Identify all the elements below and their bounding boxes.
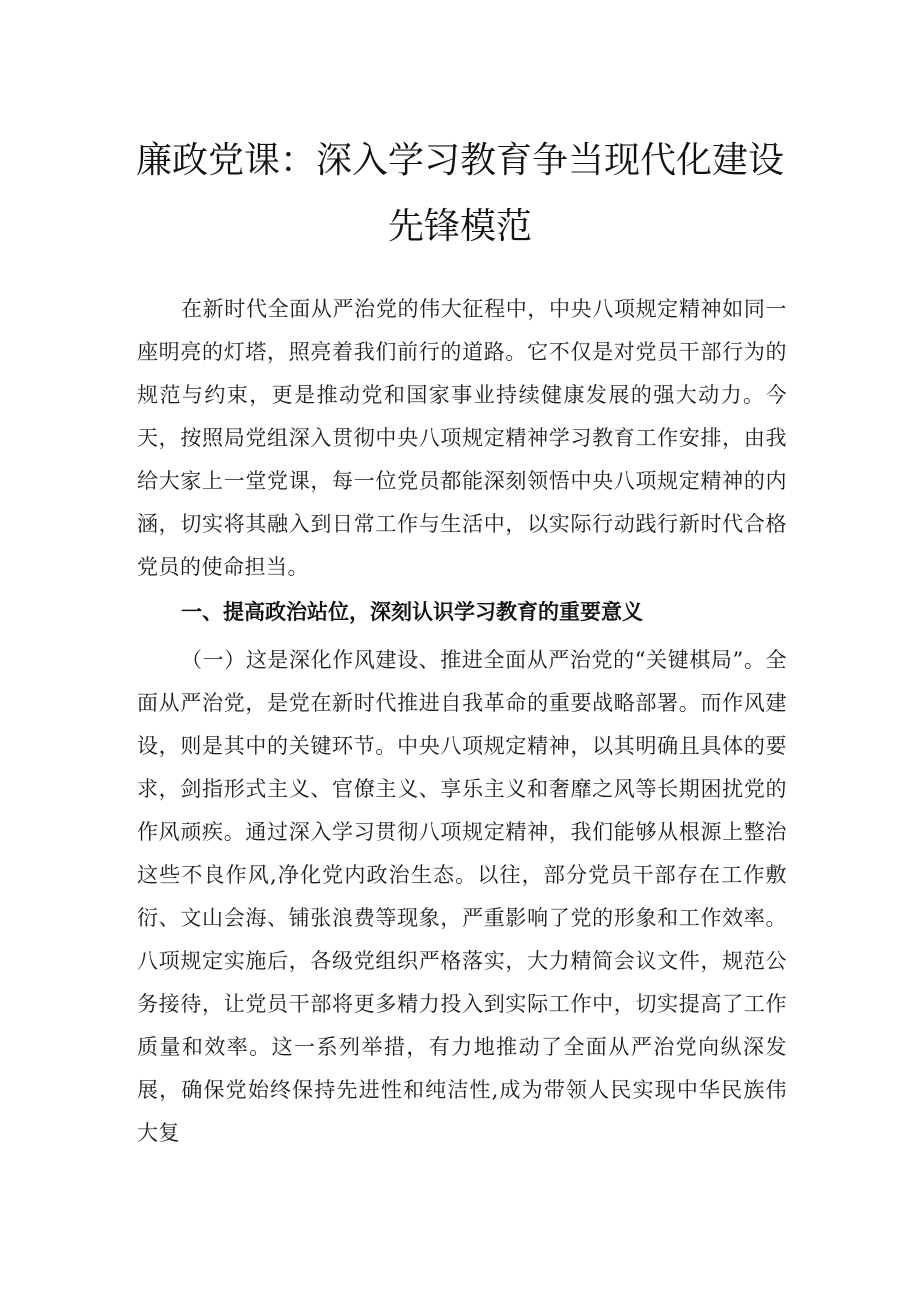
- section-heading-1: 一、提高政治站位，深刻认识学习教育的重要意义: [181, 600, 643, 624]
- document-title-line1: 廉政党课：深入学习教育争当现代化建设: [135, 140, 784, 181]
- document-title-line2: 先锋模范: [387, 206, 532, 247]
- section-1-paragraph-1: （一）这是深化作风建设、推进全面从严治党的“关键棋局”。全面从严治党，是党在新时代推进自我革命的重要战略部署。而作风建设，则是其中的关键环节。中央八项规定精神，以其明确且具体的要求，剑指形式主义、官僚主义、享乐主义和奢靡之风等长期困扰党的作风顽疾。通过深入学习贯彻八项规定精神，我们能够从根源上整治这些不良作风,净化党内政治生态。以往，部分党员干部存在工作敷衍、文山会海、铺张浪费等现象，严重影响了党的形象和工作效率。八项规定实施后，各级党组织严格落实，大力精简会议文件，规范公务接待，让党员干部将更多精力投入到实际工作中，切实提高了工作质量和效率。这一系列举措，有力地推动了全面从严治党向纵深发展，确保党始终保持先进性和纯洁性,成为带领人民实现中华民族伟大复: [137, 648, 787, 1145]
- intro-paragraph: 在新时代全面从严治党的伟大征程中，中央八项规定精神如同一座明亮的灯塔，照亮着我们前行的道路。它不仅是对党员干部行为的规范与约束，更是推动党和国家事业持续健康发展的强大动力。今天，按照局党组深入贯彻中央八项规定精神学习教育工作安排，由我给大家上一堂党课，每一位党员都能深刻领悟中央八项规定精神的内涵，切实将其融入到日常工作与生活中，以实际行动践行新时代合格党员的使命担当。: [137, 297, 787, 579]
